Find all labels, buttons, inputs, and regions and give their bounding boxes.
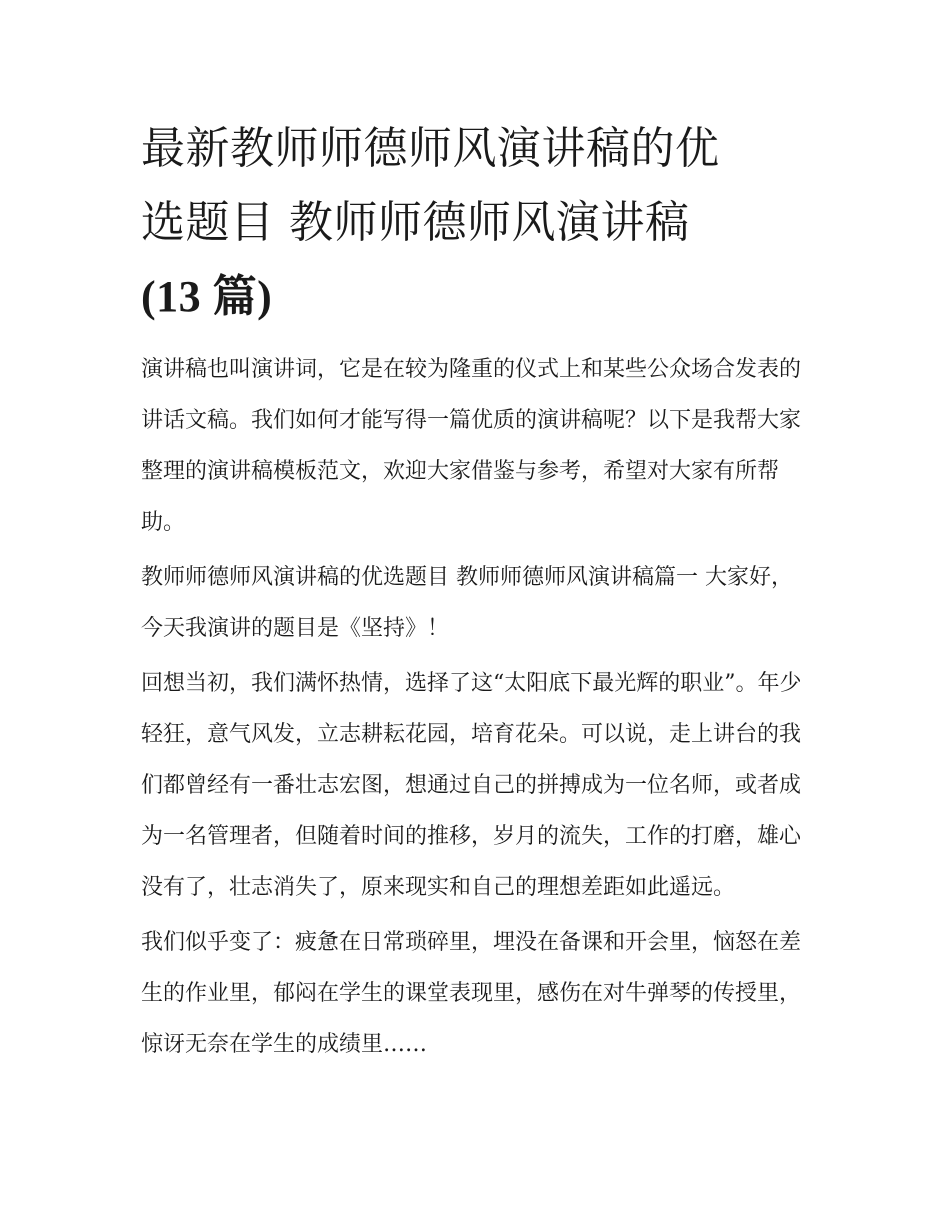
paragraph-heading: 教师师德师风演讲稿的优选题目 教师师德师风演讲稿篇一 大家好，今天我演讲的题目是《坚持》！ (141, 565, 793, 641)
title-line-3: (13 篇) (141, 272, 273, 321)
document-body (141, 344, 813, 1070)
title-line-2: 选题目 教师师德师风演讲稿 (141, 197, 690, 248)
title-line-1: 最新教师师德师风演讲稿的优 (141, 123, 720, 174)
paragraph-intro: 演讲稿也叫演讲词，它是在较为隆重的仪式上和某些公众场合发表的讲话文稿。我们如何才能写得一篇优质的演讲稿呢？以下是我帮大家整理的演讲稿模板范文，欢迎大家借鉴与参考，希望对大家有所帮助。 (141, 357, 802, 535)
document-title (141, 112, 813, 334)
document-page (141, 112, 813, 1074)
paragraph: 我们似乎变了：疲惫在日常琐碎里，埋没在备课和开会里，恼怒在差生的作业里，郁闷在学生的课堂表现里，感伤在对牛弹琴的传授里，惊讶无奈在学生的成绩里…… (141, 930, 802, 1057)
paragraph: 回想当初，我们满怀热情，选择了这“太阳底下最光辉的职业”。年少轻狂，意气风发，立志耕耘花园，培育花朵。可以说，走上讲台的我们都曾经有一番壮志宏图，想通过自己的拼搏成为一位名师，或者成为一名管理者，但随着时间的推移，岁月的流失，工作的打磨，雄心没有了，壮志消失了，原来现实和自己的理想差距如此遥远。 (141, 671, 802, 900)
